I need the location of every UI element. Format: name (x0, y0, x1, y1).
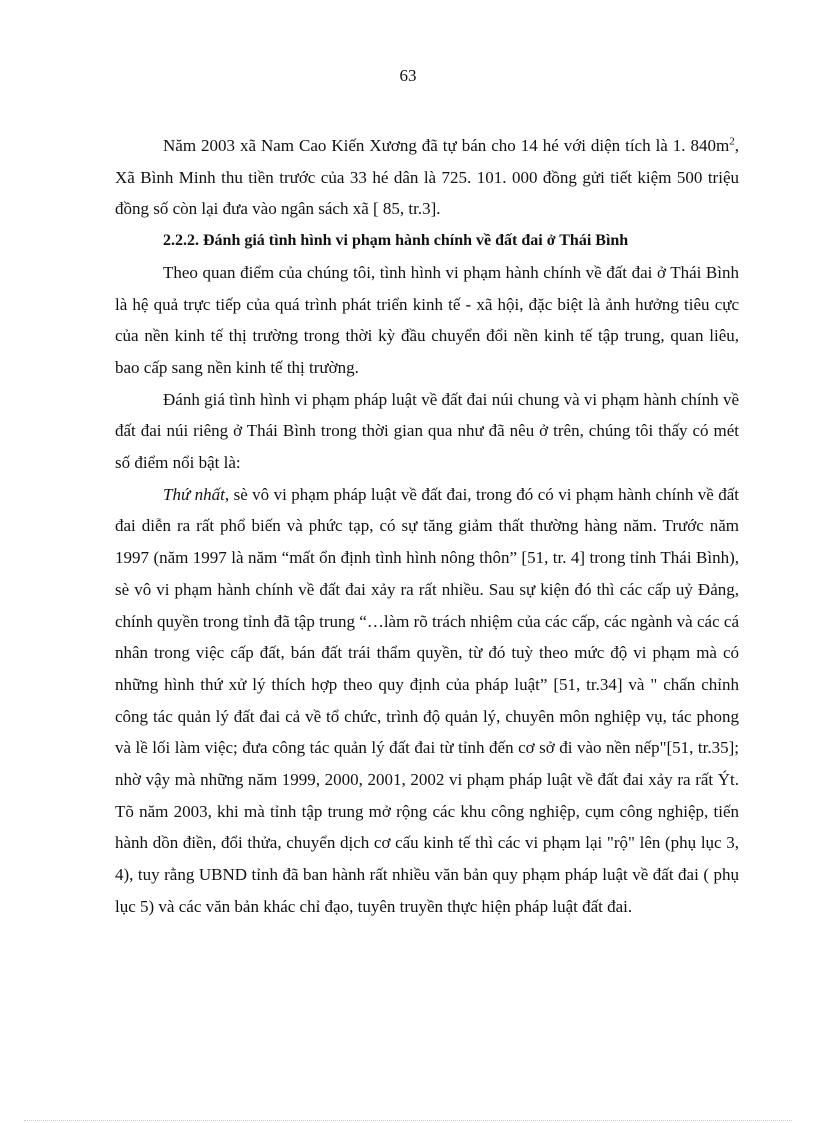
paragraph-1-text-a: Năm 2003 xã Nam Cao Kiến Xương đã tự bán cho 14 hé với diện tích là 1. 840m (163, 136, 730, 155)
paragraph-4-italic-lead: Thứ nhất (163, 484, 225, 504)
footer-dotted-rule (24, 1120, 792, 1121)
document-body (115, 130, 739, 923)
page-number: 63 (399, 66, 417, 85)
paragraph-3: Đánh giá tình hình vi phạm pháp luật về đất đai núi chung và vi phạm hành chính về đất đai núi riêng ở Thái Bình trong thời gian qua như đã nêu ở trên, chúng tôi thấy có mét số điểm nổi bật là: (115, 389, 739, 473)
paragraph-1-text-b: , Xã Bình Minh thu tiền trước của 33 hé dân là 725. 101. 000 đồng gửi tiết kiệm 500 triệu đồng số còn lại đưa vào ngân sách xã [ 85, tr.3]. (115, 136, 739, 219)
section-heading: 2.2.2. Đánh giá tình hình vi phạm hành chính về đất đai ở Thái Bình (163, 232, 629, 250)
paragraph-4-text: , sè vô vi phạm pháp luật về đất đai, trong đó có vi phạm hành chính về đất đai diễn ra rất phổ biến và phức tạp, có sự tăng giảm thất thường hàng năm. Trước năm 1997 (năm 1997 là năm “mất ổn định tình hình nông thôn” [51, tr. 4] trong tỉnh Thái Bình), sè vô vi phạm hành chính về đất đai xảy ra rất nhiều. Sau sự kiện đó thì các cấp uỷ Đảng, chính quyền trong tỉnh đã tập trung “…làm rõ trách nhiệm của các cấp, các ngành và các cá nhân trong việc cấp đất, bán đất trái thẩm quyền, từ đó tuỳ theo mức độ vi phạm mà có những hình thứ xử lý thích hợp theo quy định của pháp luật” [51, tr.34] và " chấn chỉnh công tác quản lý đất đai cả về tổ chức, trình độ quản lý, chuyên môn nghiệp vụ, tác phong và lề lối làm việc; đưa công tác quản lý đất đai từ tỉnh đến cơ sở đi vào nền nếp"[51, tr.35]; nhờ vậy mà những năm 1999, 2000, 2001, 2002 vi phạm pháp luật về đất đai xảy ra rất Ýt. Tõ năm 2003, khi mà tỉnh tập trung mở rộng các khu công nghiệp, cụm công nghiệp, tiến hành dồn điền, đổi thửa, chuyển dịch cơ cấu kinh tế thì các vi phạm lại "rộ" lên (phụ lục 3, 4), tuy rằng UBND tỉnh đã ban hành rất nhiều văn bản quy phạm pháp luật về đất đai ( phụ lục 5) và các văn bản khác chỉ đạo, tuyên truyền thực hiện pháp luật đất đai. (115, 484, 739, 916)
superscript-squared: 2 (729, 135, 735, 148)
paragraph-4 (115, 479, 739, 923)
paragraph-2: Theo quan điểm của chúng tôi, tình hình vi phạm hành chính về đất đai ở Thái Bình là hệ quả trực tiếp của quá trình phát triển kinh tế - xã hội, đặc biệt là ảnh hưởng tiêu cực của nền kinh tế thị trường trong thời kỳ đầu chuyển đổi nền kinh tế tập trung, quan liêu, bao cấp sang nền kinh tế thị trường. (115, 262, 739, 377)
paragraph-1 (115, 130, 739, 225)
